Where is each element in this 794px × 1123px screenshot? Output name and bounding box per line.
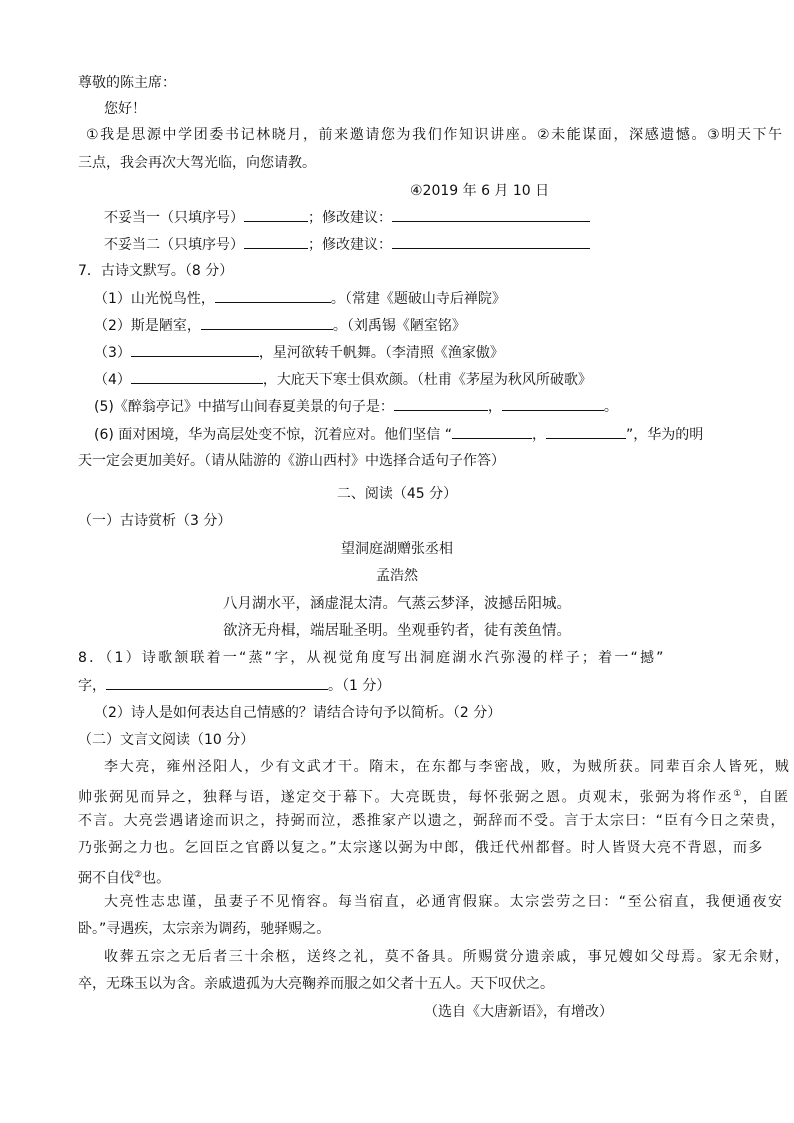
q8-text: 。（1 分） [328,678,391,694]
answer-blank[interactable] [215,288,331,303]
classical-part-title: （二）文言文阅读（10 分） [78,732,255,748]
q8-line-2 [78,675,390,696]
q7-item-text: 。（常建《题破山寺后禅院》 [330,291,506,307]
passage-line: 乃张弼之力也。乞回臣之官爵以复之。”太宗遂以弼为中郎，俄迁代州都督。时人皆贤大亮不背恩，而多 [78,840,764,856]
q8-line: 8．（1）诗歌颔联着一“蒸”字，从视觉角度写出洞庭湖水汽弥漫的样子；着一“撼” [78,650,666,666]
fix-line-2 [104,234,590,255]
passage-text: ，自匿 [742,789,790,806]
footnote-marker: ② [134,870,143,880]
letter-body-line: ①我是思源中学团委书记林晓月，前来邀请您为我们作知识讲座。②未能谋面，深感遗憾。③明天下午 [86,127,784,143]
passage-line: 不言。大亮尝遇诸途而识之，持弼而泣，悉推家产以遗之，弼辞而不受。言于太宗曰：“臣有今日之荣贵， [78,813,786,829]
letter-date: ④2019 年 6 月 10 日 [410,183,550,199]
q7-item-6-cont: 天一定会更加美好。（请从陆游的《游山西村》中选择合适句子作答） [78,453,505,469]
passage-source: （选自《大唐新语》，有增改） [424,1004,613,1020]
poem-title: 望洞庭湖赠张丞相 [341,541,453,557]
answer-blank[interactable] [546,424,626,439]
q7-item-3 [94,342,504,363]
fix-suggest-label: ；修改建议： [308,237,392,253]
section-title: 二、阅读（45 分） [336,486,458,502]
q7-item-6 [94,424,703,445]
q8-sub-question: （2）诗人是如何表达自己情感的？请结合诗句予以简析。（2 分） [94,705,502,721]
letter-salutation: 尊敬的陈主席： [78,75,176,91]
poem-part-title: （一）古诗赏析（3 分） [78,513,232,529]
q7-item-text: (6) 面对困境，华为高层处变不惊，沉着应对。他们坚信 “ [94,427,452,443]
q7-title: 7．古诗文默写。（8 分） [78,263,234,279]
q7-item-text: 。 [603,399,618,415]
q7-item-5 [94,396,618,417]
answer-blank[interactable] [106,675,328,690]
poem-line: 欲济无舟楫，端居耻圣明。坐观垂钓者，徒有羡鱼情。 [223,623,571,639]
answer-blank[interactable] [392,207,590,222]
footnote-marker: ① [733,789,743,799]
fix-suggest-label: ；修改建议： [308,210,392,226]
q7-item-2 [94,315,466,336]
q7-item-text: （1）山光悦鸟性， [94,291,215,307]
passage-line: 收葬五宗之无后者三十余柩，送终之礼，莫不备具。所赐赏分遗亲戚，事兄嫂如父母焉。家无余财， [104,949,791,965]
passage-text: 也。 [142,870,171,887]
passage-line: 卒，无珠玉以为含。亲戚遗孤为大亮鞠养而服之如父者十五人。天下叹伏之。 [78,976,554,992]
passage-text: 帅张弼见而异之，独释与语，遂定交于幕下。大亮既贵，每怀张弼之恩。贞观末，张弼为将作丞 [78,789,734,806]
letter-body-line: 三点，我会再次大驾光临，向您请教。 [78,155,316,171]
passage-text: 弼不自伐 [78,870,134,887]
q7-item-text: （3） [94,345,131,361]
poem-line: 八月湖水平，涵虚混太清。气蒸云梦泽，波撼岳阳城。 [223,596,571,612]
passage-line: 李大亮，雍州泾阳人，少有文武才干。隋末，在东都与李密战，败，为贼所获。同辈百余人皆死，贼 [104,759,791,775]
answer-blank[interactable] [201,315,333,330]
passage-line [78,865,170,889]
q8-text: 字， [78,678,106,694]
answer-blank[interactable] [244,207,308,222]
passage-line [78,784,790,808]
answer-blank[interactable] [502,396,604,411]
answer-blank[interactable] [244,234,308,249]
q7-item-text: （2）斯是陋室， [94,318,201,334]
q7-item-text: ，星河欲转千帆舞。（李清照《渔家傲》 [258,345,504,361]
q7-item-text: (5)《醉翁亭记》中描写山间春夏美景的句子是： [94,399,394,415]
answer-blank[interactable] [131,369,263,384]
q7-item-1 [94,288,506,309]
q7-item-text: ，大庇天下寒士俱欢颜。（杜甫《茅屋为秋风所破歌》 [262,372,592,388]
answer-blank[interactable] [452,424,532,439]
answer-blank[interactable] [131,342,259,357]
fix-label: 不妥当一（只填序号） [104,210,244,226]
passage-line: 卧。”寻遇疾，太宗亲为调药，驰驿赐之。 [78,921,331,937]
passage-line: 大亮性志忠谨，虽妻子不见惰容。每当宿直，必通宵假寐。太宗尝劳之曰：“至公宿直，我便通夜安 [104,894,784,910]
q7-item-text: ， [531,427,546,443]
q7-item-4 [94,369,592,390]
q7-item-text: ”，华为的明 [625,427,704,443]
q7-item-text: 。（刘禹锡《陋室铭》 [332,318,466,334]
letter-greeting: 您好！ [104,101,146,117]
answer-blank[interactable] [392,234,590,249]
poem-author: 孟浩然 [376,568,418,584]
q7-item-text: ， [487,399,502,415]
answer-blank[interactable] [394,396,488,411]
q7-item-text: （4） [94,372,131,388]
fix-line-1 [104,207,590,228]
fix-label: 不妥当二（只填序号） [104,237,244,253]
